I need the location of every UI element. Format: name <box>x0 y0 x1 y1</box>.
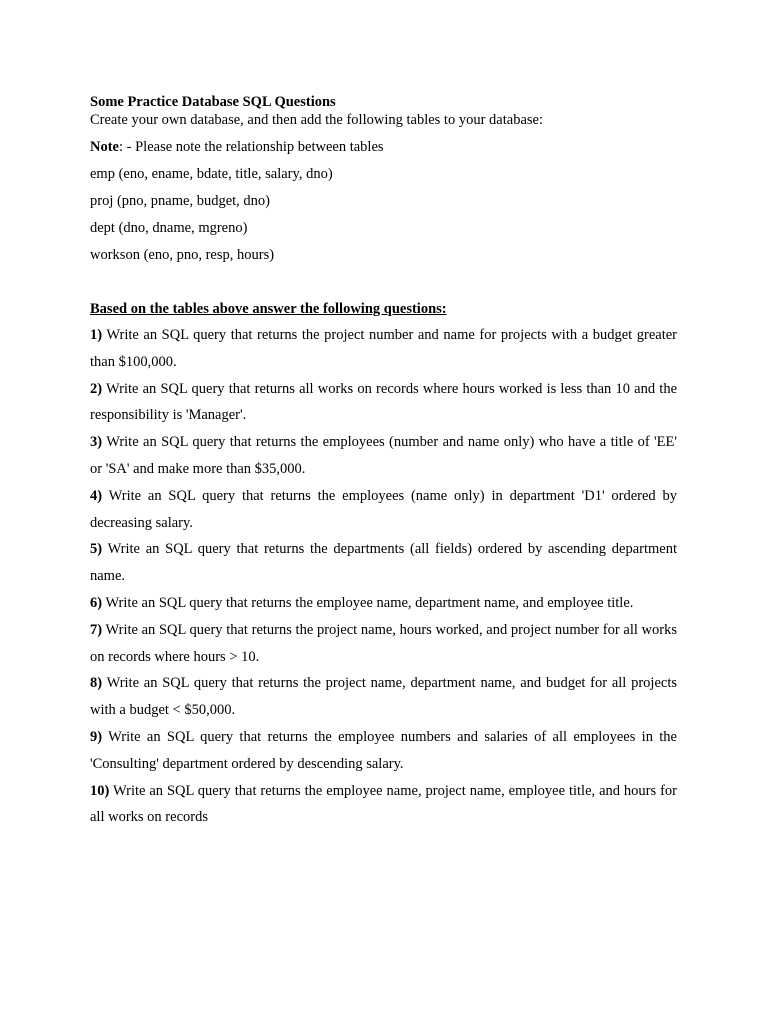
intro-text: Create your own database, and then add the following tables to your database: <box>90 112 543 128</box>
question-8 <box>90 670 677 724</box>
question-9 <box>90 724 677 778</box>
table-def-dept: dept (dno, dname, mgreno) <box>90 220 248 236</box>
question-2 <box>90 376 677 430</box>
table-def-emp: emp (eno, ename, bdate, title, salary, dno) <box>90 166 333 182</box>
question-3 <box>90 429 677 483</box>
question-text: Write an SQL query that returns the project number and name for projects with a budget greater than $100,000. <box>90 327 677 370</box>
table-def-proj: proj (pno, pname, budget, dno) <box>90 193 271 209</box>
question-number: 8) <box>90 675 103 692</box>
question-number: 5) <box>90 541 103 558</box>
question-text: Write an SQL query that returns the employee numbers and salaries of all employees in the 'Consulting' department ordered by descending salary. <box>90 728 677 772</box>
question-number: 10) <box>90 782 110 799</box>
table-def-workson: workson (eno, pno, resp, hours) <box>90 247 275 263</box>
question-text: Write an SQL query that returns the employee name, project name, employee title, and hours for all works on records <box>90 782 677 826</box>
question-text: Write an SQL query that returns the project name, department name, and budget for all projects with a budget < $50,000. <box>90 675 677 719</box>
question-number: 7) <box>90 621 103 638</box>
question-text: Write an SQL query that returns the employees (number and name only) who have a title of 'EE' or 'SA' and make more than $35,000. <box>90 434 677 477</box>
note-line <box>90 138 677 156</box>
question-7 <box>90 617 677 671</box>
question-text: Write an SQL query that returns all works on records where hours worked is less than 10 and the responsibility is 'Manager'. <box>90 380 677 424</box>
question-number: 3) <box>90 434 103 451</box>
question-4 <box>90 483 677 537</box>
question-10 <box>90 778 677 832</box>
note-label: Note <box>90 139 119 155</box>
question-text: Write an SQL query that returns the departments (all fields) ordered by ascending department name. <box>90 541 677 585</box>
document-title: Some Practice Database SQL Questions <box>90 94 336 110</box>
note-text: : - Please note the relationship between tables <box>119 139 384 155</box>
question-number: 4) <box>90 487 103 504</box>
question-1 <box>90 322 677 376</box>
question-text: Write an SQL query that returns the employee name, department name, and employee title. <box>102 594 634 611</box>
question-number: 6) <box>90 594 103 611</box>
question-number: 9) <box>90 728 103 745</box>
questions-heading: Based on the tables above answer the following questions: <box>90 301 447 317</box>
question-list <box>90 322 677 831</box>
question-6 <box>90 590 677 617</box>
question-number: 2) <box>90 380 103 397</box>
question-5 <box>90 536 677 590</box>
document-page <box>90 93 677 831</box>
question-number: 1) <box>90 327 103 343</box>
question-text: Write an SQL query that returns the project name, hours worked, and project number for all works on records where hours > 10. <box>90 621 677 665</box>
question-text: Write an SQL query that returns the employees (name only) in department 'D1' ordered by decreasing salary. <box>90 487 677 531</box>
